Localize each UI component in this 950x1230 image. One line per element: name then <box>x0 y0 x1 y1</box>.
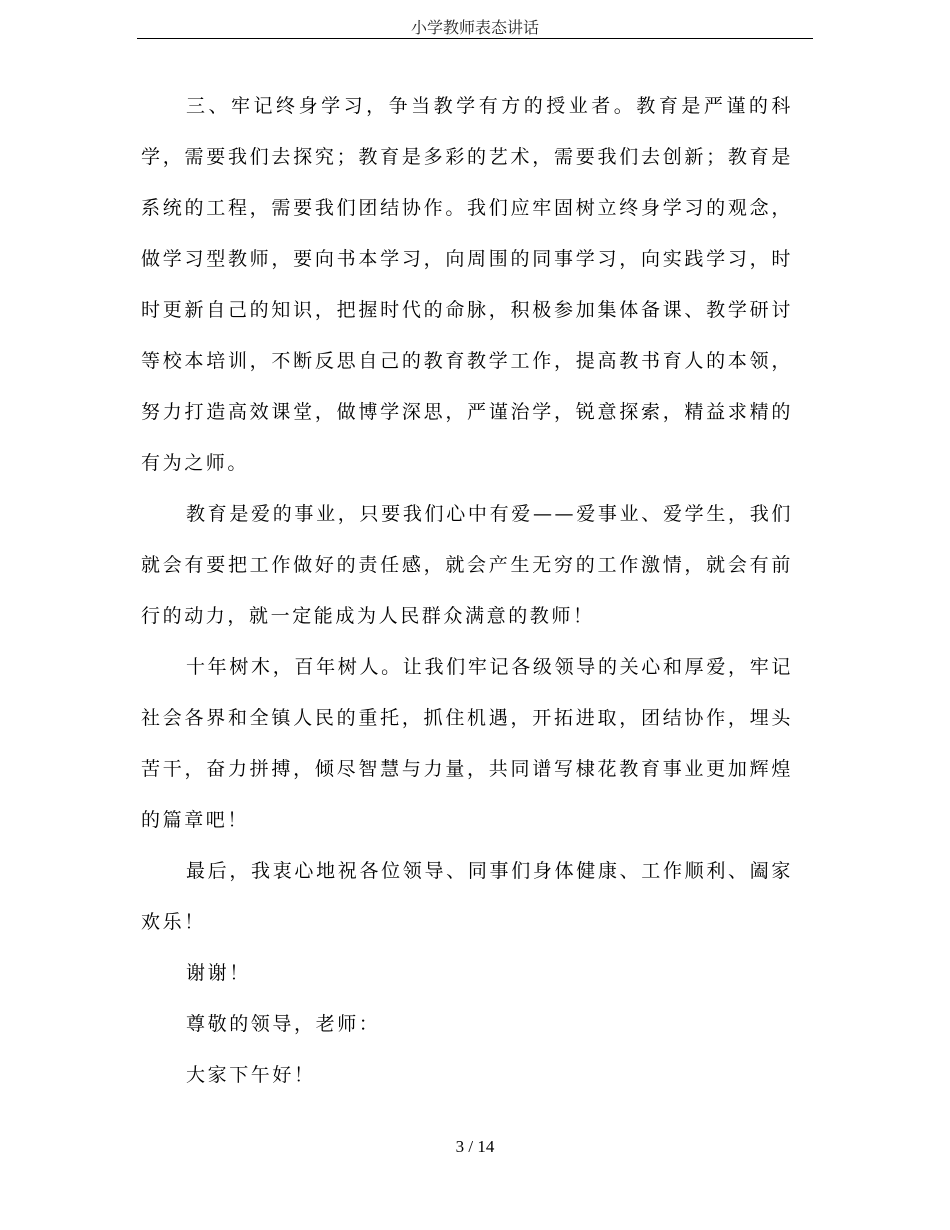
page-header <box>137 18 813 39</box>
page-footer <box>0 1136 950 1158</box>
document-title: 小学教师表态讲话 <box>410 18 539 37</box>
paragraph-salutation: 尊敬的领导，老师： <box>186 1013 381 1035</box>
paragraph-closing-wishes: 最后，我衷心地祝各位领导、同事们身体健康、工作顺利、阖家欢乐！ <box>141 860 793 933</box>
paragraph-greeting: 大家下午好！ <box>186 1064 316 1086</box>
paragraph-thanks: 谢谢！ <box>186 962 251 984</box>
page-number: 3 / 14 <box>455 1137 495 1156</box>
paragraph-lifelong-learning: 三、牢记终身学习，争当教学有方的授业者。教育是严谨的科学，需要我们去探究；教育是多彩的艺术，需要我们去创新；教育是系统的工程，需要我们团结协作。我们应牢固树立终身学习的观念，做学习型教师，要向书本学习，向周围的同事学习，向实践学习，时时更新自己的知识，把握时代的命脉，积极参加集体备课、教学研讨等校本培训，不断反思自己的教育教学工作，提高教书育人的本领，努力打造高效课堂，做博学深思，严谨治学，锐意探索，精益求精的有为之师。 <box>141 95 793 474</box>
paragraph-call-to-action: 十年树木，百年树人。让我们牢记各级领导的关心和厚爱，牢记社会各界和全镇人民的重托，抓住机遇，开拓进取，团结协作，埋头苦干，奋力拼搏，倾尽智慧与力量，共同谱写棣花教育事业更加辉煌的篇章吧！ <box>141 656 793 831</box>
document-body <box>141 81 793 1101</box>
paragraph-love-of-education: 教育是爱的事业，只要我们心中有爱——爱事业、爱学生，我们就会有要把工作做好的责任感，就会产生无穷的工作激情，就会有前行的动力，就一定能成为人民群众满意的教师！ <box>141 503 793 627</box>
